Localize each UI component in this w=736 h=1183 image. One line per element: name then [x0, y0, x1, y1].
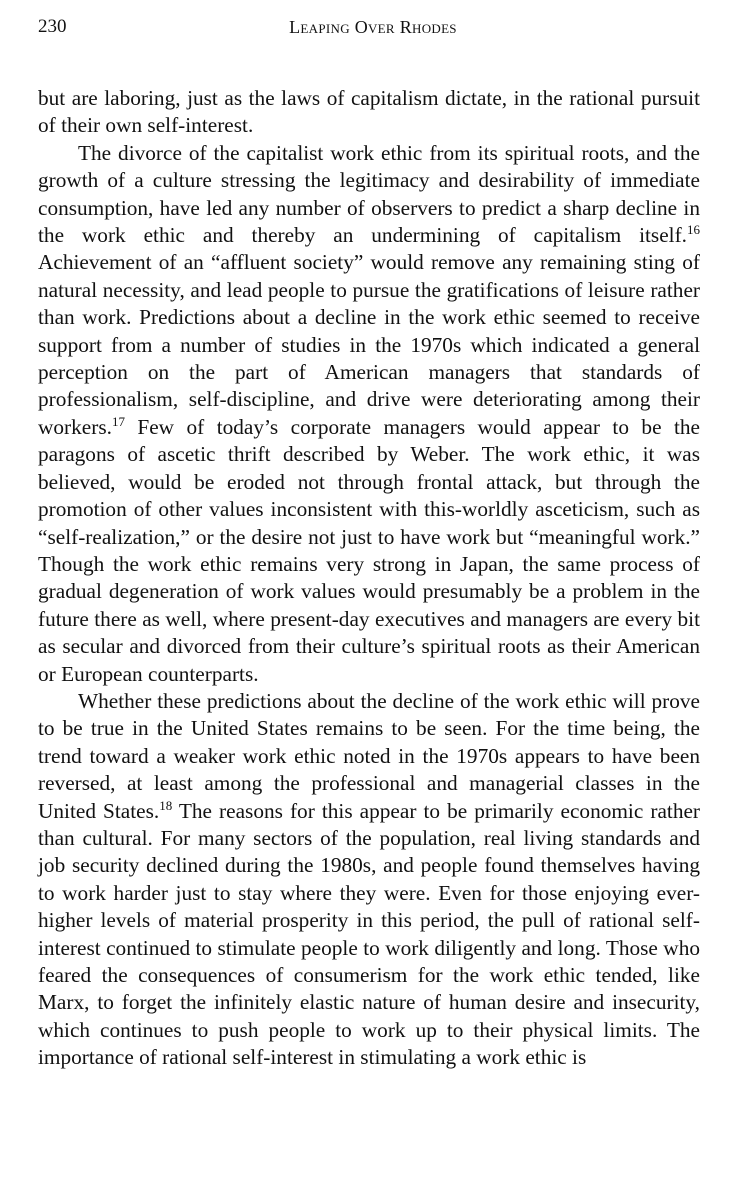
paragraph-3-text-a: Whether these predictions about the decline of the work ethic will prove to be true in the United States remains to be seen. For the time being, the trend toward a weaker work ethic noted in the 1970s appears to have been reversed, at least among the professional and managerial classes in the United States. [38, 688, 700, 823]
paragraph-2 [38, 140, 700, 688]
paragraph-3-text-b: The reasons for this appear to be primarily economic rather than cultural. For many sectors of the population, real living standards and job security declined during the 1980s, and people found themselves having to work harder just to stay where they were. Even for those enjoying ever-higher levels of material prosperity in this period, the pull of rational self-interest continued to stimulate people to work diligently and long. Those who feared the consequences of consumerism for the work ethic tended, like Marx, to forget the infinitely elastic nature of human desire and insecurity, which continues to push people to work up to their physical limits. The importance of rational self-interest in stimulating a work ethic is [38, 798, 701, 1070]
paragraph-2-text-a: The divorce of the capitalist work ethic from its spiritual roots, and the growth of a culture stressing the legitimacy and desirability of immediate consumption, have led any number of observers to predict a sharp decline in the work ethic and thereby an undermining of capitalism itself. [38, 140, 700, 248]
paragraph-3 [38, 688, 700, 1072]
paragraph-2-text-b: Achievement of an “affluent society” would remove any remaining sting of natural necessity, and lead people to pursue the gratifications of leisure rather than work. Predictions about a decline in the work ethic seemed to receive support from a number of studies in the 1970s which indicated a general perception on the part of American managers that standards of professionalism, self-discipline, and drive were deteriorating among their workers. [38, 250, 700, 439]
footnote-ref-18: 18 [159, 797, 173, 813]
page-number: 230 [38, 16, 67, 37]
footnote-ref-16: 16 [687, 222, 700, 238]
running-header [38, 12, 700, 42]
paragraph-1-text: but are laboring, just as the laws of capitalism dictate, in the rational pursuit of their own self-interest. [38, 86, 700, 138]
footnote-ref-17: 17 [111, 413, 125, 429]
running-title: Leaping Over Rhodes [289, 17, 457, 37]
body-text [38, 85, 700, 1072]
paragraph-2-text-c: Few of today’s corporate managers would appear to be the paragons of ascetic thrift described by Weber. The work ethic, it was believed, would be eroded not through frontal attack, but through the promotion of other values inconsistent with this-worldly asceticism, such as “self-realization,” or the desire not just to have work but “meaningful work.” Though the work ethic remains very strong in Japan, the same process of gradual degeneration of work values would presumably be a problem in the future there as well, where present-day executives and managers are every bit as secular and divorced from their culture’s spiritual roots as their American or European counterparts. [38, 414, 700, 686]
book-page [38, 12, 700, 1072]
paragraph-1 [38, 85, 700, 140]
